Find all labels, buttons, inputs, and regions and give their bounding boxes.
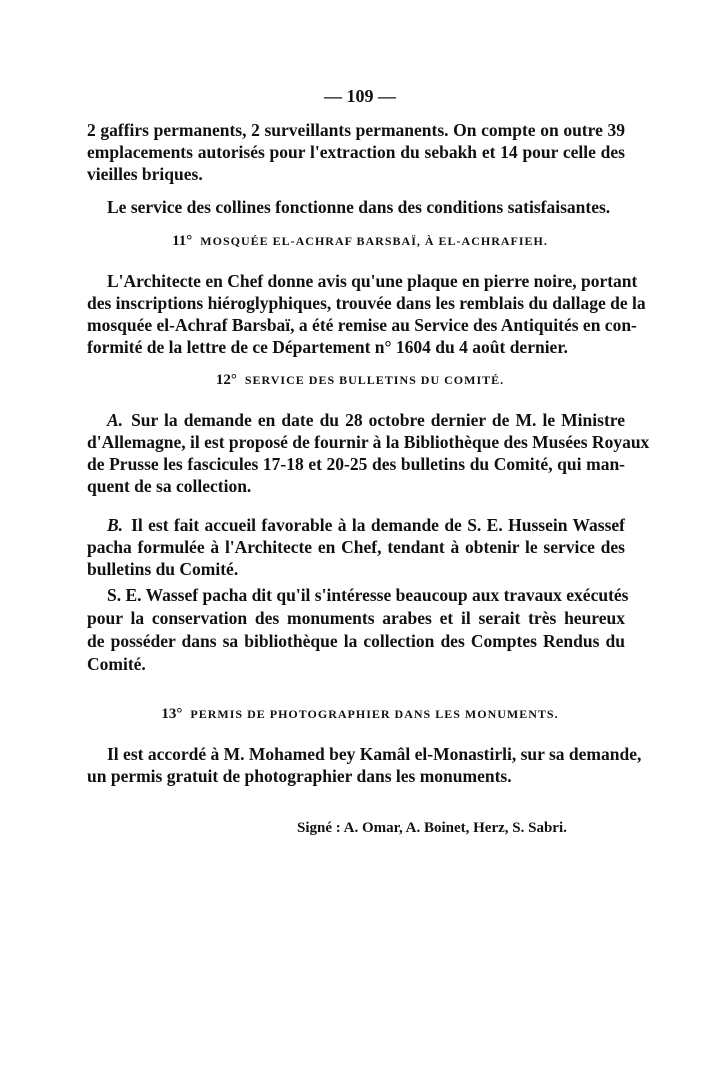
text-line: de Prusse les fascicules 17-18 et 20-25 des bulletins du Comité, qui man-: [87, 454, 625, 474]
page-number: — 109 —: [324, 86, 396, 106]
text-line: pour la conservation des monuments arabes et il serait très heureux: [87, 608, 625, 628]
text-line: mosquée el-Achraf Barsbaï, a été remise au Service des Antiquités en con-: [87, 315, 637, 335]
paragraph-label: A.: [107, 410, 124, 430]
text-line: 2 gaffirs permanents, 2 surveillants permanents. On compte on outre 39: [87, 120, 625, 140]
signature: Signé : A. Omar, A. Boinet, Herz, S. Sabri.: [297, 820, 567, 836]
section-number: 11°: [172, 233, 193, 249]
text-line: vieilles briques.: [87, 164, 203, 184]
paragraph-b-first-line: [107, 514, 625, 536]
text-line: des inscriptions hiéroglyphiques, trouvée dans les remblais du dallage de la: [87, 293, 646, 313]
text-line: S. E. Wassef pacha dit qu'il s'intéresse beaucoup aux travaux exécutés: [107, 585, 629, 605]
section-title: SERVICE DES BULLETINS DU COMITÉ.: [244, 373, 505, 387]
section-number: 12°: [215, 372, 237, 388]
text-line: bulletins du Comité.: [87, 559, 239, 579]
text-line: emplacements autorisés pour l'extraction du sebakh et 14 pour celle des: [87, 142, 625, 162]
section-title: PERMIS DE PHOTOGRAPHIER DANS LES MONUMENTS.: [190, 707, 559, 721]
text-line: quent de sa collection.: [87, 476, 252, 496]
text-line: pacha formulée à l'Architecte en Chef, tendant à obtenir le service des: [87, 537, 625, 557]
text-line: Il est fait accueil favorable à la demande de S. E. Hussein Wassef: [131, 515, 625, 535]
section-heading-13: [0, 706, 720, 723]
text-line: un permis gratuit de photographier dans les monuments.: [87, 766, 512, 786]
paragraph-a-first-line: [107, 409, 625, 431]
section-number: 13°: [161, 706, 183, 722]
text-line: Comité.: [87, 654, 146, 674]
text-line: Le service des collines fonctionne dans des conditions satisfaisantes.: [107, 197, 611, 217]
text-line: de posséder dans sa bibliothèque la collection des Comptes Rendus du: [87, 631, 625, 651]
text-line: Sur la demande en date du 28 octobre dernier de M. le Ministre: [131, 410, 625, 430]
section-heading-11: [0, 233, 720, 250]
text-line: L'Architecte en Chef donne avis qu'une plaque en pierre noire, portant: [107, 271, 638, 291]
text-line: formité de la lettre de ce Département n° 1604 du 4 août dernier.: [87, 337, 568, 357]
section-title: MOSQUÉE EL-ACHRAF BARSBAÏ, À EL-ACHRAFIEH.: [200, 234, 548, 248]
text-line: Il est accordé à M. Mohamed bey Kamâl el-Monastirli, sur sa demande,: [107, 744, 642, 764]
paragraph-label: B.: [107, 515, 124, 535]
section-heading-12: [0, 372, 720, 389]
text-line: d'Allemagne, il est proposé de fournir à la Bibliothèque des Musées Royaux: [87, 432, 650, 452]
